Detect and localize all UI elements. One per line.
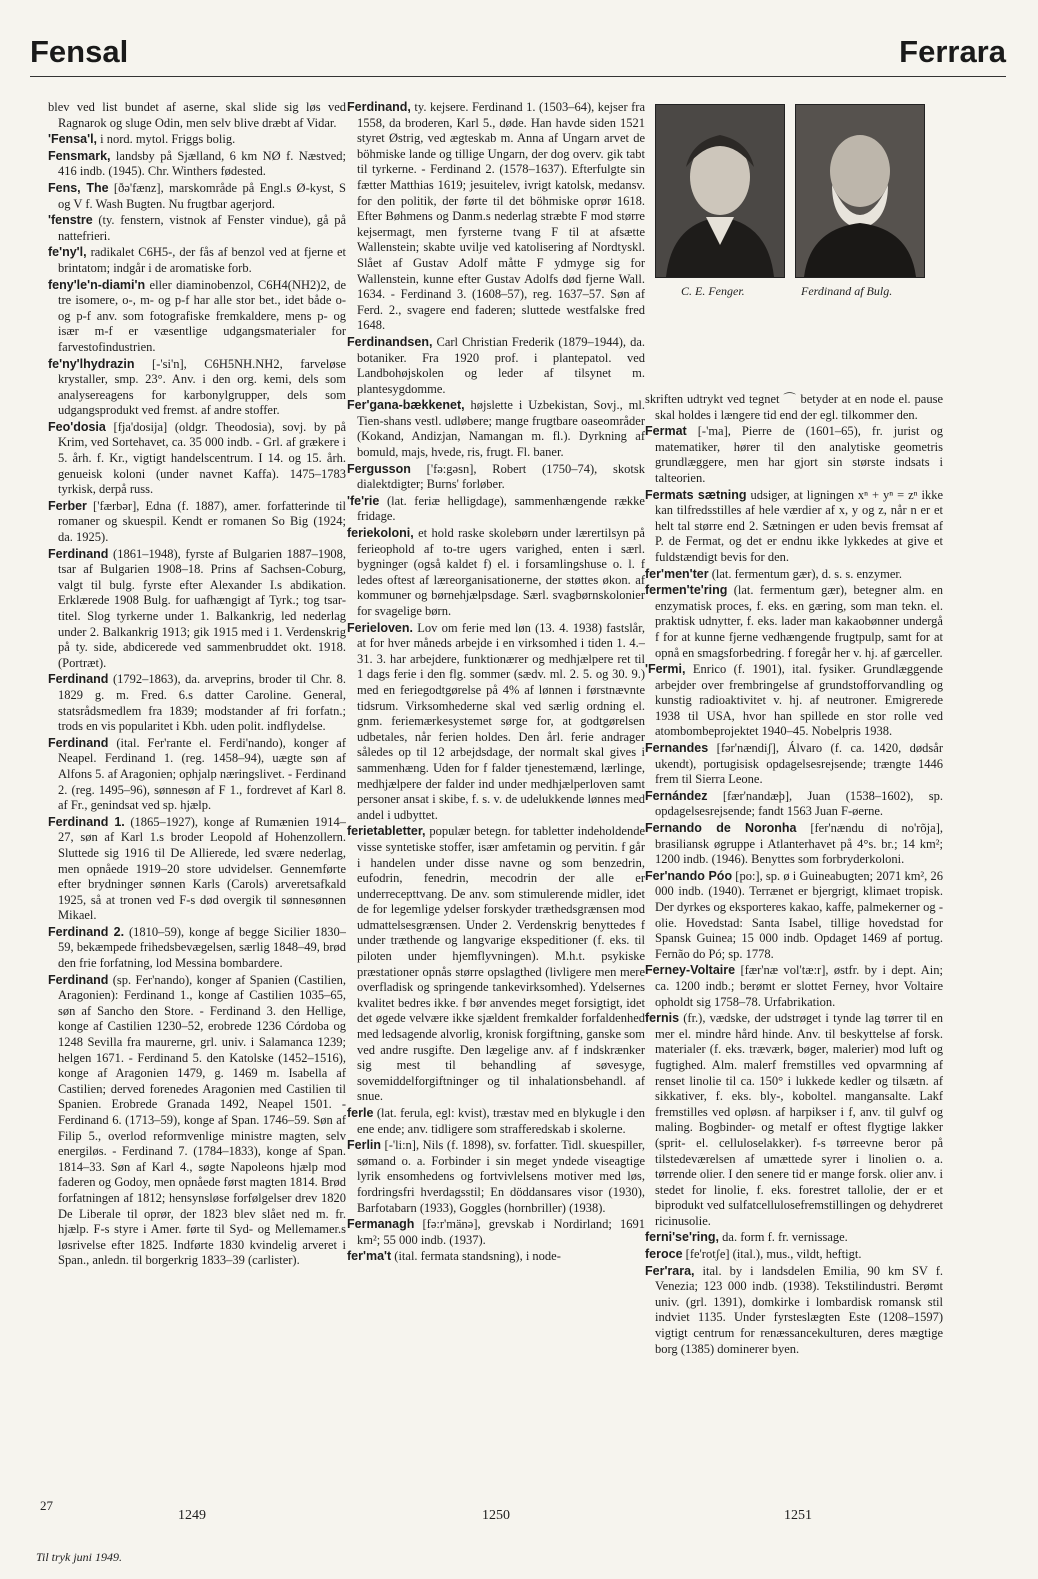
entry-headword: Ferdinand 2. [48,924,125,939]
entry-headword: Fensmark, [48,148,111,163]
entry-text: (ital. Fer'rante el. Ferdi'nando), konger af Neapel. Ferdinand 1. (reg. 1458–94), uægte søn af Alfons 5. af Aragonien; ophjalp næringslivet. - Ferdinand 2. (reg. 1495–96), sønnesøn af F 1., fordrevet af Karl 8. af Fr., genindsat ved sp. hjælp. [58,735,346,813]
entry-text: da. form f. fr. vernissage. [719,1230,848,1245]
page-number-left: 1249 [178,1508,206,1523]
entry-text: [fə:r'mänə], grevskab i Nordirland; 1691 km²; 55 000 indb. (1937). [357,1217,645,1247]
entry-text: Lov om ferie med løn (13. 4. 1938) fastslår, at for hver måneds arbejde i en virksomhed i tiden 1. 4.–31. 3. har arbejdere, funktionærer og medhjælpere ret til 1 dags ferie i den flg. sommer (sædv. ml. 2. 5. og 30. 9.) med en feriegodtgørelse på 4% af lønnen i førstnævnte tidsrum. Virksomhederne skal ved særlig ordning el. gnm. feriemærkesystemet sørge for, at godtgørelsen udbetales, når ferien holdes. Den årl. ferie andrager således op til 12 arbejdsdage, der normalt skal gives i sammenhæng. Uden for f falder tjenestemænd, lærlinge, medhjælpere der falder ind under medhjælperloven samt personer ansat i skibe, f. s. v. de udelukkende lønnes med andel i udbyttet. [357,620,645,822]
column-1 [48,100,346,1496]
dictionary-entry [48,149,346,180]
entry-text: (lat. fermentum gær), betegner alm. en enzymatisk proces, f. eks. en gæring, som man tekn. el. praktisk udnytter, f. eks. lader man kakaobønner undergå f for at kunne fjerne vedhængende frugtpulp, samt for at opnå en smagsforbedring. f foregår her v. hj. af gærceller. [655,583,943,660]
dictionary-entry [48,181,346,212]
entry-text: (sp. Fer'nando), konger af Spanien (Castilien, Aragonien): Ferdinand 1., konge af Castilien 1035–65, søn af Sancho den Store. - Ferdinand 3. den Hellige, konge af Castilien 1230–52, erobrede 1236 Córdoba og 1248 Sevilla fra maurerne, grl. univ. i Salamanca 1239; helgen 1671. - Ferdinand 5. den Katolske (1452–1516), konge af Aragonien 1479, g. 1469 m. Isabella af Castilien; derved forenedes Aragonien med Castilien til Spanien. Erobrede Granada 1492, Neapel 1501. - Ferdinand 6. (1713–59), konge af Span. 1746–59. Søn af Filip 5., overlod reformvenlige ministre magten, selv energiløs. - Ferdinand 7. (1784–1833), konge af Span. 1814–33. Søn af Karl 4., søgte Napoleons hjælp mod faderen og Godoy, men opnåede først magten 1814. Brød forfatningen af 1812; hensynsløse forfølgelser drev 1820 De Liberale til oprør, der 1823 blev slået ned m. fr. hjælp. F-s styre i Amer. førte til Syd- og Mellemamer.s løsrivelse efter 1825. Indførte 1830 kvindelig arveret i Span., anledn. til borgerkrig 1833–39 (carlister). [58,972,346,1268]
entry-headword: Fermanagh [347,1217,415,1232]
entry-headword: Ferney-Voltaire [645,963,736,978]
dictionary-entry [347,462,645,493]
entry-headword: Feo'dosia [48,419,106,434]
column-2 [347,100,645,1496]
entry-headword: Fens, The [48,180,109,195]
dictionary-entry [645,741,943,788]
entry-text: [fer'nændu di no'rõja], brasiliansk øgruppe i Atlanterhavet på 4°s. br.; 14 km²; 1200 indb. (1946). Benyttes som forbryderkoloni. [655,821,943,867]
entry-text: ty. kejsere. Ferdinand 1. (1503–64), kejser fra 1558, da broderen, Karl 5., døde. Han havde siden 1521 styret Østrig, ved ægteskab m. Anna af Ungarn arvet de böhmiske lande og tillige Ungarn, der dog overv. gik tabt til tyrkerne. - Ferdinand 2. (1578–1637). Efterfulgte sin fætter Matthias 1619; jesuitelev, ivrigt katolsk, medansv. for den politik, der førte til det böhmiske oprør 1618. Efter Bøhmens og Danm.s nederlag stræbte F mod større kejsermagt, men fyrsterne tvang F til at afsætte Wallenstein; skabte uvilje ved katolisering af Nordtyskl. Slået af Gustav Adolf måtte F ydmyge sig for Wallenstein, kunne efter Gustav Adolfs død fjerne Wall. 1634. - Ferdinand 3. (1608–57), reg. 1637–57. Søn af Ferd. 2., svagere end faderen; sluttede westfalske fred 1648. [357,100,645,333]
entry-headword: Fermats sætning [645,487,747,502]
dictionary-entry [347,1138,645,1216]
entry-text: (ty. fenstern, vistnok af Fenster vindue), gå på nattefrieri. [58,213,346,243]
dictionary-entry [645,424,943,486]
entry-headword: Ferdinand [48,546,109,561]
entry-headword: Fer'nando Póo [645,868,733,883]
dictionary-entry [645,567,943,583]
page-number-middle: 1250 [482,1508,510,1523]
entry-headword: Ferieloven. [347,620,413,635]
dictionary-entry [48,213,346,244]
entry-text: blev ved list bundet af aserne, skal slide sig løs ved Ragnarok og sluge Odin, men selv blive dræbt af Vidar. [48,100,346,130]
dictionary-entry [347,824,645,1105]
entry-headword: Ferdinand [48,672,109,687]
portrait-ferdinand [795,104,925,278]
entry-text: (lat. feriæ helligdage), sammenhængende række fridage. [357,493,645,524]
dictionary-entry [347,494,645,525]
dictionary-entry [347,398,645,460]
page-number-right: 1251 [784,1508,812,1523]
dictionary-entry [347,621,645,824]
entry-headword: Fernández [645,788,708,803]
dictionary-entry [645,1230,943,1246]
entry-headword: fer'men'ter [645,566,709,581]
entry-headword: Ferlin [347,1138,382,1153]
dictionary-entry [48,100,346,131]
page-header [30,32,1006,77]
entry-headword: fernis [645,1011,680,1026]
entry-headword: Ferber [48,498,87,513]
entry-headword: feny'le'n-diami'n [48,277,146,292]
portrait-fenger [655,104,785,278]
entry-headword: feroce [645,1247,683,1262]
entry-text: [-'ma], Pierre de (1601–65), fr. jurist og matematiker, hører til den analytiske geometris grundlæggere, men har gjort sin største indsats i talteorien. [655,424,943,485]
dictionary-entry [347,526,645,620]
entry-text: radikalet C6H5-, der fås af benzol ved at fjerne et brintatom; indgår i de aromatiske forb. [58,245,346,275]
entry-headword: fermen'te'ring [645,583,728,598]
entry-text: (1792–1863), da. arveprins, broder til Chr. 8. 1829 g. m. Fred. 6.s datter Caroline. General, statsrådsmedlem fra 1839; modstander af fri forfatn.; trods en vis popularitet i Kbh. uden polit. indflydelse. [58,672,346,734]
entry-text: ['færbər], Edna (f. 1887), amer. forfatterinde til romaner og skuespil. Kendt er romanen So Big (1924; da. 1925). [58,498,346,545]
dictionary-entry [48,736,346,814]
entry-headword: ferni'se'ring, [645,1230,720,1245]
dictionary-entry [347,100,645,334]
column-3 [645,392,943,1496]
dictionary-entry [48,547,346,672]
entry-text: (ital. fermata standsning), i node- [391,1249,561,1264]
dictionary-entry [347,1249,645,1265]
entry-headword: 'Fermi, [645,662,686,677]
entry-text: landsby på Sjælland, 6 km NØ f. Næstved; 416 indb. (1945). Chr. Winthers fødested. [58,148,346,179]
header-right-guideword: Ferrara [899,34,1006,69]
entry-text: (1865–1927), konge af Rumænien 1914–27, søn af Karl 1.s broder Leopold af Hohenzollern. Sluttede sig 1916 til De Allierede, led svære nederlag, men opnåede 1919–20 store udvidelser. Gennemførte efter brydninger sønnen Karls (Carols) arveretsafkald 1925, så at tronen ved F-s død overgik til sønnesønnen Mikael. [58,814,346,923]
entry-text: Carl Christian Frederik (1879–1944), da. botaniker. Fra 1920 prof. i plantepatol. ved Landbohøjskolen og leder af tilsynet m. plantesygdomme. [357,334,645,396]
entry-text: [fər'nændiʃ], Álvaro (f. ca. 1420, dødsår ukendt), portugisisk opdagelsesrejsende; trængte 1446 frem til Sierra Leone. [655,741,943,787]
entry-text: populær betegn. for tabletter indeholdende visse syntetiske stoffer, især amfetamin og pervitin. f går i handelen under disse navne og som benzedrin, eufodrin, fenedrin, mecodrin der alle er underrecepttvang. De anv. som stimulerende midler, idet de for legemlige ydelser forskyder træthedsgrænsen mod udmattelsesgrænsen. Under 2. Verdenskrig benyttedes f under træthende og langvarige ekspeditioner (f. eks. til piloten under hjemflyvningen). M.h.t. psykiske præstationer opnås større opslagthed (livligere men mere overfladisk og springende tankevirksomhed). Ydelsernes kvalitet bedres ikke. f bør anvendes meget forsigtigt, idet det øgede velvære ikke sjældent fremkalder forfaldenhed med ledsagende alvorlig, kronisk forgiftning, ganske som ved andre rusgifte. Den lægelige anv. af f indskrænker sig mest til behandling af søvesyge, sovemiddelforgiftninger og til inhalationsbehandl. af snue. [357,824,645,1104]
entry-text: [-'li:n], Nils (f. 1898), sv. forfatter. Tidl. skuespiller, sømand o. a. Forbinder i sin meget yndede viseagtige lyrik ensomhedens og fortvivlelsens motiver med løs, fordringsfri hverdagsstil; En döddansares visor (1930), Barfotabarn (1933), Goggles (hornbriller) (1938). [357,1138,645,1215]
dictionary-entry [645,488,943,566]
dictionary-entry [645,392,943,423]
entry-headword: Ferdinandsen, [347,334,433,349]
dictionary-entry [645,1264,943,1358]
entry-text: [fær'nandæþ], Juan (1538–1602), sp. opdagelsesrejsende; fandt 1563 Juan F-øerne. [655,788,943,819]
entry-text: skriften udtrykt ved tegnet ⌒ betyder at en node el. pause skal holdes i længere tid end der egl. tilkommer den. [645,392,943,422]
entry-headword: Fer'gana-bækkenet, [347,398,465,413]
entry-headword: ferietabletter, [347,824,426,839]
entry-text: [fja'dosija] (oldgr. Theodosia), sovj. by på Krim, ved Sortehavet, ca. 35 000 indb. - Grl. af grækere i 5. årh. f. Kr., vigtigt handelscentrum. I 14. og 15. årh. genueisk koloni (under navnet Kaffa). 1475–1783 tyrkisk, derpå russ. [58,419,346,497]
entry-text: (1861–1948), fyrste af Bulgarien 1887–1908, tsar af Bulgarien 1908–18. Prins af Sachsen-Coburg, valgt til bulg. fyrste efter Alexander I.s abdikation. Erklærede 1908 Bulg. for uafhængigt af Tyrk.; tog tsar-titel. Slog tyrkerne under 1. Balkankrig, led nederlag under 2. Balkankrig 1913; gik 1915 med i 1. Verdenskrig på ty. side, abdicerede ved sammenbruddet okt. 1918. (Portræt). [58,546,346,670]
entry-headword: Ferdinand, [347,100,411,114]
entry-text: (1810–59), konge af begge Sicilier 1830–59, bekæmpede frihedsbevægelsen, særlig 1848–49, brød den frie forfatning, lod Messina bombardere. [58,924,346,971]
dictionary-entry [48,499,346,546]
dictionary-entry [645,963,943,1010]
dictionary-entry [645,789,943,820]
dictionary-entry [645,1247,943,1263]
dictionary-entry [48,973,346,1269]
dictionary-entry [48,672,346,734]
portrait-plate [655,104,935,298]
entry-headword: 'fe'rie [347,493,380,508]
entry-text: et hold raske skolebørn under lærertilsyn på ferieophold af to-tre ugers varighed, enten i særl. bygninger (også kaldet f) el. i forsamlingshuse o. l. f ledes oftest af læreorganisationerne, der støttes økon. af kommuner og børnehjælpsdage. Særl. svagbørnskolonier for svagelige børn. [357,526,645,618]
entry-headword: fe'ny'l, [48,245,87,260]
entry-headword: feriekoloni, [347,526,414,541]
portrait-ferdinand-image [796,105,924,277]
dictionary-entry [645,869,943,963]
entry-text: højslette i Uzbekistan, Sovj., ml. Tien-shans vestl. udløbere; mange frugtbare oaseområder (Kokand, Andizjan, Namangan m. fl.). Dyrkning af bomuld, majs, hvede, ris, frugt. Fl. baner. [357,398,645,460]
dictionary-entry [48,357,346,419]
caption-fenger: C. E. Fenger. [681,284,745,298]
entry-text: (lat. ferula, egl: kvist), træstav med en blykugle i den ene ende; anv. tidligere som strafferedskab i skolerne. [357,1106,645,1136]
entry-text: [fær'næ vol'tæ:r], østfr. by i dept. Ain; ca. 1200 indb.; berømt er slottet Ferney, hvor Voltaire opholdt sig 1758–78. Urfabrikation. [655,963,943,1009]
entry-headword: Ferdinand [48,735,109,750]
entry-headword: Fernandes [645,741,709,756]
entry-text: (lat. fermentum gær), d. s. s. enzymer. [708,566,902,581]
entry-text: [fe'rotʃe] (ital.), mus., vildt, heftigt. [682,1247,862,1262]
caption-ferdinand: Ferdinand af Bulg. [801,284,893,298]
entry-headword: Fermat [645,424,687,439]
entry-headword: 'fenstre [48,213,93,228]
entry-text: i nord. mytol. Friggs bolig. [97,132,236,147]
entry-text: (fr.), vædske, der udstrøget i tynde lag tørrer til en mer el. mindre hård hinde. Anv. til beskyttelse af forsk. materialer (f. eks. træværk, bøger, malerier) mod luft og fugtighed. Alm. malerf fremstilles ved opvarmning af renset linolie til ca. 150° i lukkede kedler og tilsætn. af sikkativer, f. eks. bly-, koboltel. mangansalte. Lakf fremstilles ved opløsn. af harpikser i f, anv. til gulvf og maling. Bogbinder- og metalf er oftest flygtige lakker (sprit- el. celluloselakker). f-s tørreevne beror på tilstedeværelsen af umættede syrer i linolien o. a. tørrende olier. I den senere tid er mange forsk. olier anv. i stedet for linolie, f. eks. forestret tallolie, der er et biprodukt ved sulfatcellulosefremstillingen og dehydreret ricinusolie. [655,1011,943,1228]
entry-text: ['fə:gəsn], Robert (1750–74), skotsk dialektdigter; Burns' forløber. [357,461,645,492]
entry-text: [-'si'n], C6H5NH.NH2, farveløse krystaller, smp. 23°. Anv. i den org. kemi, dels som analysereagens for karbonylgrupper, dels som udgangsprodukt ved fremst. af andre stoffer. [58,356,346,418]
entry-text: Enrico (f. 1901), ital. fysiker. Grundlæggende arbejder over frembringelse af grundstofforvandling og kunstig radioaktivitet v. hj. af neutroner. Emigrerede 1938 til USA, hvor han spillede en stor rolle ved atombombeprojektet 1940–45. Nobelpris 1938. [655,662,943,739]
entry-headword: fe'ny'lhydrazin [48,356,135,371]
dictionary-entry [347,335,645,397]
entry-headword: fer'ma't [347,1249,392,1264]
entry-headword: Fergusson [347,461,411,476]
entry-text: [ðə'fænz], marskområde på Engl.s Ø-kyst, S og V f. Wash Bugten. Nu frugtbar agerjord. [58,180,346,211]
dictionary-entry [48,815,346,924]
portrait-fenger-image [656,105,784,277]
entry-headword: Ferdinand [48,972,109,987]
header-left-guideword: Fensal [30,34,129,69]
entry-headword: Fernando de Noronha [645,821,797,836]
entry-headword: Ferdinand 1. [48,814,125,829]
entry-text: ital. by i landsdelen Emilia, 90 km SV f. Venezia; 123 000 indb. (1938). Tekstilindustri. Berømt univ. (grl. 1391), domkirke i lombardisk romansk stil indviet 1135. Under fyrsteslægten Este (1208–1597) vigtigt centrum for renæssancekulturen, deres mægtige borg (1385) dominerer byen. [655,1263,943,1356]
dictionary-entry [347,1217,645,1248]
sheet-number: 27 [40,1498,53,1513]
entry-headword: Fer'rara, [645,1263,695,1278]
dictionary-entry [48,278,346,356]
dictionary-entry [48,420,346,498]
entry-headword: ferle [347,1106,374,1120]
dictionary-entry [645,662,943,740]
dictionary-entry [645,1011,943,1229]
dictionary-entry [645,583,943,661]
dictionary-entry [347,1106,645,1137]
entry-text: [po:], sp. ø i Guineabugten; 2071 km², 26 000 indb. (1940). Terrænet er bjergrigt, klimaet tropisk. Der dyrkes og eksporteres kakao, kaffe, palmekerner og -olie. Hovedstad: Santa Isabel, tillige hovedstad for Spansk Guinea; 15 000 indb. Opdaget 1469 af portug. Fernão do Pó; sp. 1778. [655,868,943,961]
print-note: Til tryk juni 1949. [36,1550,123,1564]
entry-text: eller diaminobenzol, C6H4(NH2)2, de tre isomere, o-, m- og p-f har alle stor bet., idet både o- og p-f anv. som fotografiske fremkaldere, mens p- og især m-f er væsentlige udgangsmaterialer for farvestofindustrien. [58,277,346,354]
entry-text: udsiger, at ligningen xⁿ + yⁿ = zⁿ ikke kan tilfredsstilles af hele værdier af x, y og z, når n er et helt tal større end 2. Sætningen er uden bevis fremsat af P. de Fermat, og det er endnu ikke lykkedes at give et fuldstændigt bevis for den. [655,487,943,564]
dictionary-entry [48,925,346,972]
dictionary-entry [48,132,346,148]
entry-headword: 'Fensa'l, [48,132,98,147]
dictionary-entry [645,821,943,868]
dictionary-entry [48,245,346,276]
